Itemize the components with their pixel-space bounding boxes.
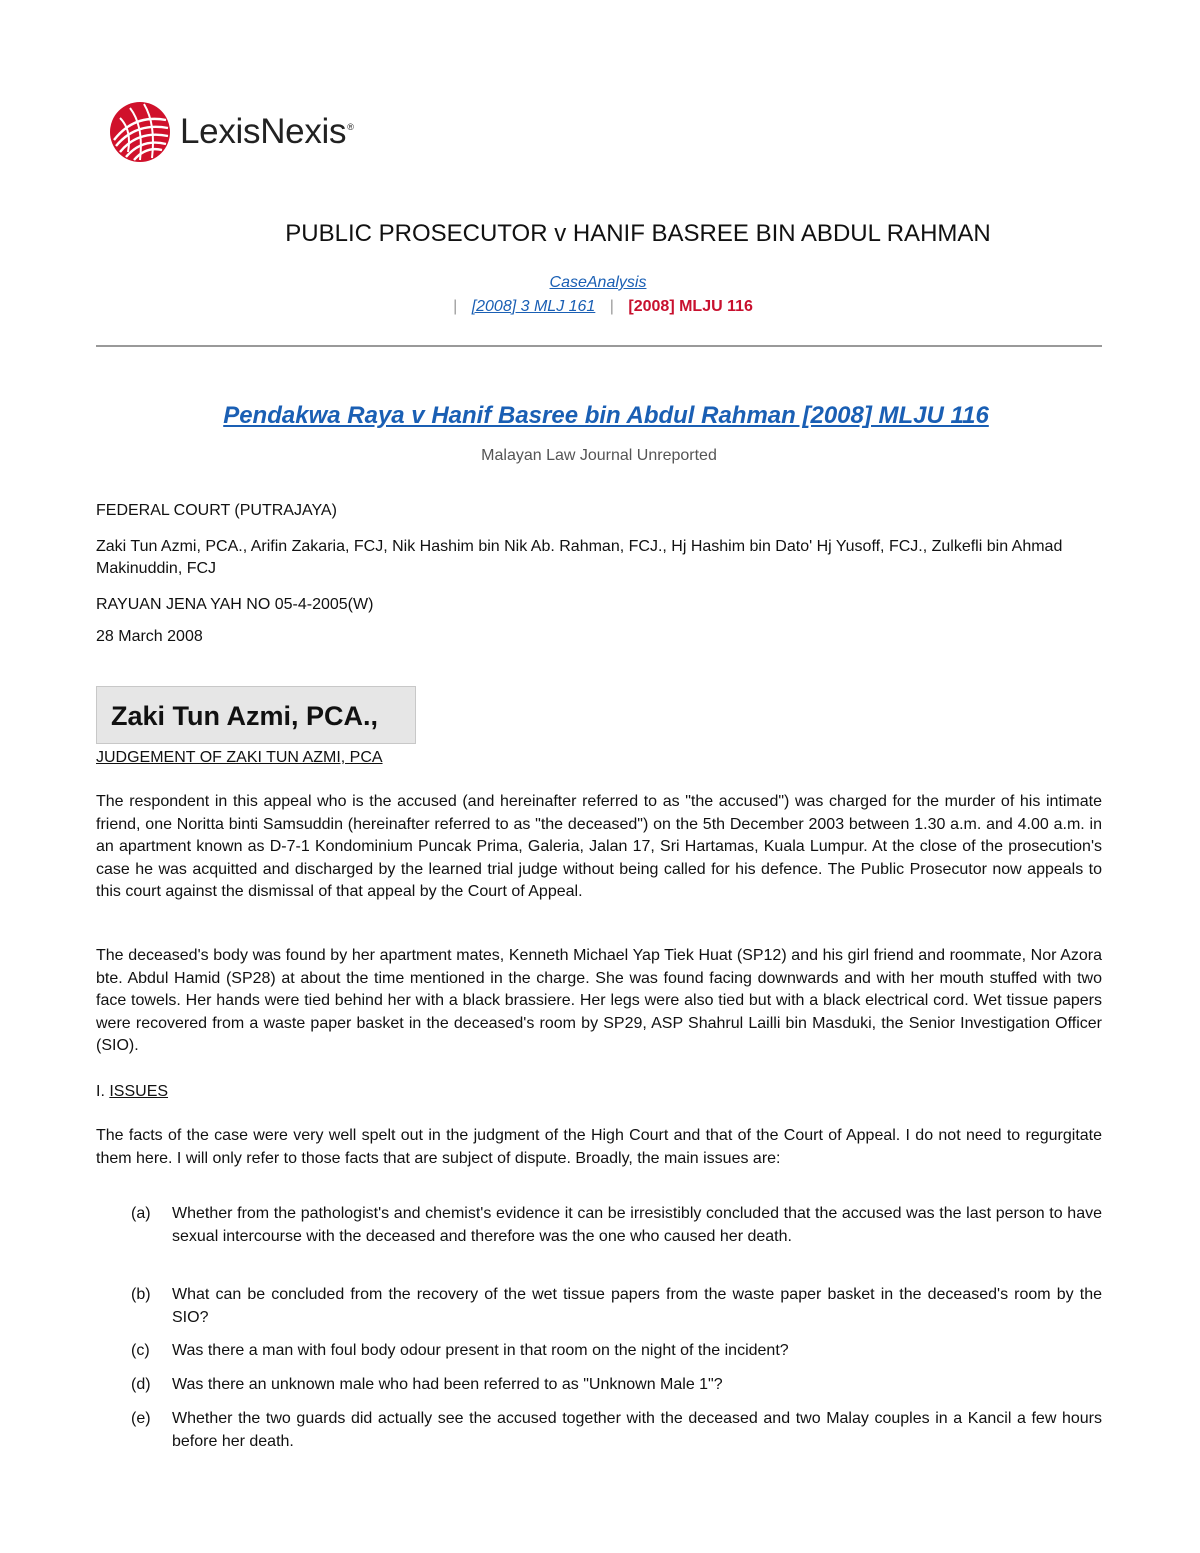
list-item-text: What can be concluded from the recovery of the wet tissue papers from the waste paper basket in the deceased's room by the SIO? (172, 1286, 1102, 1326)
list-item-text: Whether from the pathologist's and chemist's evidence it can be irresistibly concluded that the accused was the last person to have sexual intercourse with the deceased and therefore was the one who caused her death. (172, 1205, 1102, 1245)
case-analysis-row (0, 274, 1196, 292)
section-number: I. (96, 1083, 105, 1100)
citations-bar (0, 298, 1196, 316)
journal-name: Malayan Law Journal Unreported (481, 447, 717, 464)
list-item-label: (b) (131, 1286, 151, 1303)
list-item-text: Was there a man with foul body odour present in that room on the night of the incident? (172, 1342, 789, 1359)
case-title: PUBLIC PROSECUTOR v HANIF BASREE BIN ABDUL RAHMAN (285, 220, 991, 247)
list-item-label: (c) (131, 1342, 150, 1359)
section-heading-issues (96, 1081, 1102, 1103)
case-number: RAYUAN JENA YAH NO 05-4-2005(W) (96, 596, 374, 613)
list-item (131, 1340, 1102, 1363)
list-item-label: (e) (131, 1410, 151, 1427)
list-item (131, 1203, 1102, 1248)
list-item-label: (a) (131, 1205, 151, 1222)
court-name: FEDERAL COURT (PUTRAJAYA) (96, 502, 337, 519)
separator: | (453, 298, 458, 315)
lexisnexis-logo (108, 100, 354, 164)
list-item (131, 1374, 1102, 1397)
section-title: ISSUES (109, 1083, 169, 1100)
citation-mlj-link[interactable]: [2008] 3 MLJ 161 (471, 298, 596, 315)
judgement-title: JUDGEMENT OF ZAKI TUN AZMI, PCA (96, 749, 383, 766)
paragraph-3: The facts of the case were very well spelt out in the judgment of the High Court and that of the Court of Appeal. I do not need to regurgitate them here. I will only refer to those facts that are subject of dispute. Broadly, the main issues are: (96, 1127, 1102, 1167)
bench-judges: Zaki Tun Azmi, PCA., Arifin Zakaria, FCJ, Nik Hashim bin Nik Ab. Rahman, FCJ., Hj Hashim bin Dato' Hj Yusoff, FCJ., Zulkefli bin Ahmad Makinuddin, FCJ (96, 538, 1063, 577)
citation-mlju-current: [2008] MLJU 116 (628, 298, 753, 315)
separator: | (609, 298, 614, 315)
list-item-label: (d) (131, 1376, 151, 1393)
list-item-text: Whether the two guards did actually see the accused together with the deceased and two Malay couples in a Kancil a few hours before her death. (172, 1410, 1102, 1450)
document-heading-link[interactable]: Pendakwa Raya v Hanif Basree bin Abdul Rahman [2008] MLJU 116 (223, 402, 989, 429)
lexisnexis-globe-icon (108, 100, 172, 164)
judge-name-box: Zaki Tun Azmi, PCA., (96, 686, 416, 744)
list-item (131, 1408, 1102, 1453)
case-analysis-link[interactable]: CaseAnalysis (549, 274, 647, 291)
document-heading (0, 402, 1200, 430)
header-divider (96, 345, 1102, 347)
decision-date: 28 March 2008 (96, 628, 203, 645)
list-item-text: Was there an unknown male who had been referred to as "Unknown Male 1"? (172, 1376, 723, 1393)
paragraph-2: The deceased's body was found by her apartment mates, Kenneth Michael Yap Tiek Huat (SP12) and his girl friend and roommate, Nor Azora bte. Abdul Hamid (SP28) at about the time mentioned in the charge. She was found facing downwards and with her mouth stuffed with two face towels. Her hands were tied behind her with a black brassiere. Her legs were also tied but with a black electrical cord. Wet tissue papers were recovered from a waste paper basket in the deceased's room by SP29, ASP Shahrul Lailli bin Masduki, the Senior Investigation Officer (SIO). (96, 947, 1102, 1054)
paragraph-1: The respondent in this appeal who is the accused (and hereinafter referred to as "the accused") was charged for the murder of his intimate friend, one Noritta binti Samsuddin (hereinafter referred to as "the deceased") on the 5th December 2003 between 1.30 a.m. and 4.00 a.m. in an apartment known as D-7-1 Kondominium Puncak Prima, Galeria, Jalan 17, Sri Hartamas, Kuala Lumpur. At the close of the prosecution's case he was acquitted and discharged by the learned trial judge without being called for his defence. The Public Prosecutor now appeals to this court against the dismissal of that appeal by the Court of Appeal. (96, 793, 1102, 900)
list-item (131, 1284, 1102, 1329)
logo-wordmark: LexisNexis® (180, 112, 354, 151)
